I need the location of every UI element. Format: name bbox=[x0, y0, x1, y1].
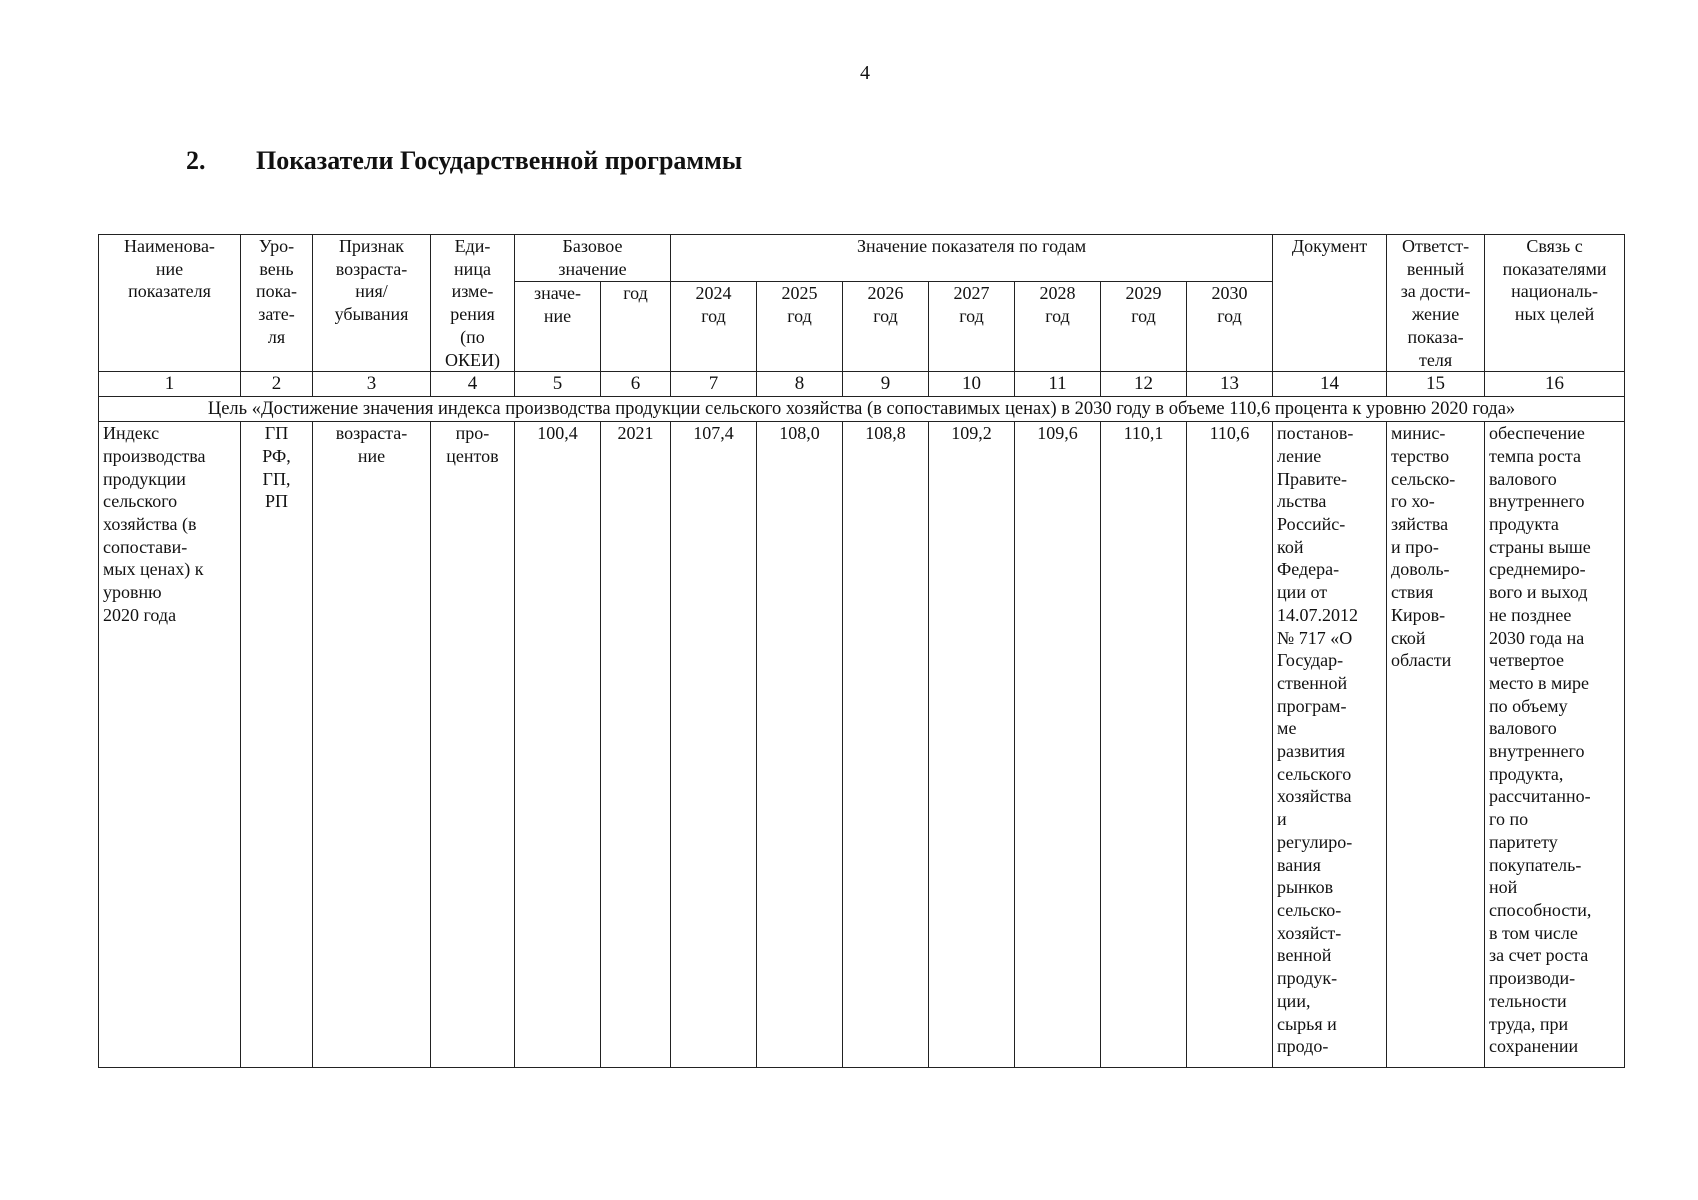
text-line: 2027 bbox=[953, 283, 990, 304]
text-line: сохранении bbox=[1489, 1036, 1579, 1057]
column-number: 11 bbox=[1015, 372, 1101, 397]
text-line: Федера- bbox=[1277, 559, 1340, 580]
cell-document bbox=[1273, 422, 1387, 1068]
text-line: четвертое bbox=[1489, 650, 1564, 671]
text-line: развития bbox=[1277, 741, 1346, 762]
text-line: возраста- bbox=[335, 258, 408, 279]
text-line: рассчитанно- bbox=[1489, 786, 1591, 807]
text-line: мых ценах) к bbox=[103, 559, 204, 580]
text-line: пока- bbox=[255, 281, 298, 302]
text-line: продо- bbox=[1277, 1036, 1329, 1057]
text-line: год bbox=[701, 306, 726, 327]
text-line: и про- bbox=[1391, 536, 1439, 557]
text-line: валового bbox=[1489, 468, 1557, 489]
text-line: венной bbox=[1277, 945, 1332, 966]
header-year bbox=[671, 282, 757, 372]
text-line: го по bbox=[1489, 809, 1529, 830]
text-line: РП bbox=[264, 491, 288, 512]
text-line: Государ- bbox=[1277, 650, 1344, 671]
header-year bbox=[1101, 282, 1187, 372]
text-line: показа- bbox=[1407, 326, 1464, 347]
indicators-table bbox=[98, 234, 1625, 1068]
text-line: Уро- bbox=[258, 236, 295, 256]
column-number: 9 bbox=[843, 372, 929, 397]
cell-value-2026: 108,8 bbox=[843, 422, 929, 1068]
cell-link bbox=[1485, 422, 1625, 1068]
text-line: ции, bbox=[1277, 990, 1311, 1011]
text-line: програм- bbox=[1277, 695, 1347, 716]
text-line: сельско- bbox=[1277, 899, 1342, 920]
header-level bbox=[241, 235, 313, 372]
text-line: продукта bbox=[1489, 514, 1559, 535]
text-line: Наименова- bbox=[124, 236, 215, 256]
text-line: националь- bbox=[1511, 281, 1598, 302]
column-number: 13 bbox=[1187, 372, 1273, 397]
text-line: труда, при bbox=[1489, 1013, 1569, 1034]
cell-trend bbox=[313, 422, 431, 1068]
text-line: (по bbox=[460, 326, 485, 347]
text-line: за дости- bbox=[1400, 281, 1471, 302]
text-line: показателями bbox=[1502, 258, 1607, 279]
text-line: вания bbox=[1277, 854, 1321, 875]
text-line: Российс- bbox=[1277, 514, 1346, 535]
header-base-year: год bbox=[601, 282, 671, 372]
text-line: способности, bbox=[1489, 899, 1592, 920]
text-line: значе- bbox=[533, 283, 582, 304]
column-number: 5 bbox=[515, 372, 601, 397]
cell-value-2024: 107,4 bbox=[671, 422, 757, 1068]
header-year bbox=[1015, 282, 1101, 372]
text-line: возраста- bbox=[335, 423, 408, 444]
text-line: ния/ bbox=[355, 281, 388, 302]
header-base-value bbox=[515, 282, 601, 372]
section-number: 2. bbox=[186, 146, 206, 175]
column-number: 1 bbox=[99, 372, 241, 397]
text-line: 2029 bbox=[1125, 283, 1162, 304]
text-line: ной bbox=[1489, 877, 1518, 898]
cell-unit bbox=[431, 422, 515, 1068]
text-line: место в мире bbox=[1489, 672, 1590, 693]
column-number: 7 bbox=[671, 372, 757, 397]
text-line: среднемиро- bbox=[1489, 559, 1586, 580]
cell-value-2030: 110,6 bbox=[1187, 422, 1273, 1068]
cell-base-year: 2021 bbox=[601, 422, 671, 1068]
header-base bbox=[515, 235, 671, 282]
text-line: продукции bbox=[103, 468, 186, 489]
column-number-row bbox=[99, 372, 1625, 397]
text-line: хозяйства bbox=[1277, 786, 1352, 807]
text-line: покупатель- bbox=[1489, 854, 1582, 875]
text-line: в том числе bbox=[1489, 922, 1578, 943]
header-responsible bbox=[1387, 235, 1485, 372]
text-line: сырья и bbox=[1277, 1013, 1337, 1034]
column-number: 12 bbox=[1101, 372, 1187, 397]
column-number: 3 bbox=[313, 372, 431, 397]
text-line: минис- bbox=[1391, 423, 1446, 444]
column-number: 2 bbox=[241, 372, 313, 397]
text-line: убывания bbox=[334, 304, 409, 325]
text-line: хозяйства (в bbox=[103, 514, 197, 535]
text-line: год bbox=[959, 306, 984, 327]
page-number: 4 bbox=[860, 62, 870, 84]
text-line: год bbox=[1045, 306, 1070, 327]
header-years-group: Значение показателя по годам bbox=[671, 235, 1273, 282]
text-line: продукта, bbox=[1489, 763, 1564, 784]
text-line: регулиро- bbox=[1277, 831, 1353, 852]
text-line: ница bbox=[454, 258, 491, 279]
text-line: по объему bbox=[1489, 695, 1568, 716]
text-line: № 717 «О bbox=[1277, 627, 1353, 648]
text-line: ля bbox=[267, 326, 286, 347]
column-number: 14 bbox=[1273, 372, 1387, 397]
text-line: доволь- bbox=[1391, 559, 1450, 580]
text-line: не позднее bbox=[1489, 604, 1572, 625]
text-line: 2020 года bbox=[103, 604, 177, 625]
text-line: ской bbox=[1391, 627, 1426, 648]
text-line: ление bbox=[1277, 445, 1322, 466]
cell-base-value: 100,4 bbox=[515, 422, 601, 1068]
text-line: го хо- bbox=[1391, 491, 1435, 512]
text-line: ние bbox=[357, 445, 386, 466]
text-line: ственной bbox=[1277, 672, 1348, 693]
text-line: области bbox=[1391, 650, 1452, 671]
text-line: год bbox=[1217, 306, 1242, 327]
text-line: Индекс bbox=[103, 423, 160, 444]
text-line: постанов- bbox=[1277, 423, 1354, 444]
text-line: 2025 bbox=[781, 283, 818, 304]
text-line: валового bbox=[1489, 718, 1557, 739]
text-line: Киров- bbox=[1391, 604, 1446, 625]
text-line: год bbox=[873, 306, 898, 327]
text-line: ние bbox=[543, 306, 572, 327]
header-year bbox=[929, 282, 1015, 372]
text-line: значение bbox=[558, 258, 627, 279]
text-line: ОКЕИ) bbox=[445, 349, 500, 370]
text-line: темпа роста bbox=[1489, 445, 1581, 466]
header-row-top bbox=[99, 235, 1625, 282]
column-number: 15 bbox=[1387, 372, 1485, 397]
text-line: зяйства bbox=[1391, 514, 1449, 535]
text-line: про- bbox=[455, 423, 490, 444]
text-line: 2030 bbox=[1211, 283, 1248, 304]
column-number: 10 bbox=[929, 372, 1015, 397]
text-line: венный bbox=[1406, 258, 1465, 279]
text-line: и bbox=[1277, 809, 1287, 830]
header-name bbox=[99, 235, 241, 372]
header-document: Документ bbox=[1273, 235, 1387, 372]
cell-value-2028: 109,6 bbox=[1015, 422, 1101, 1068]
goal-text: Цель «Достижение значения индекса производства продукции сельского хозяйства (в сопоставимых ценах) в 2030 году в объеме 110,6 процента к уровню 2020 года» bbox=[99, 397, 1625, 422]
text-line: изме- bbox=[451, 281, 494, 302]
column-number: 6 bbox=[601, 372, 671, 397]
header-link bbox=[1485, 235, 1625, 372]
text-line: ме bbox=[1277, 718, 1297, 739]
cell-value-2029: 110,1 bbox=[1101, 422, 1187, 1068]
text-line: сельского bbox=[103, 491, 178, 512]
text-line: Правите- bbox=[1277, 468, 1348, 489]
text-line: внутреннего bbox=[1489, 491, 1585, 512]
text-line: 2026 bbox=[867, 283, 904, 304]
text-line: ных целей bbox=[1514, 304, 1595, 325]
text-line: теля bbox=[1418, 349, 1453, 370]
text-line: рения bbox=[450, 304, 495, 325]
text-line: ГП, bbox=[262, 468, 291, 489]
text-line: за счет роста bbox=[1489, 945, 1589, 966]
header-year bbox=[843, 282, 929, 372]
text-line: 14.07.2012 bbox=[1277, 604, 1359, 625]
text-line: ГП bbox=[264, 423, 289, 444]
text-line: хозяйст- bbox=[1277, 922, 1342, 943]
text-line: 2024 bbox=[695, 283, 732, 304]
text-line: вень bbox=[259, 258, 294, 279]
section-heading bbox=[186, 146, 742, 176]
cell-name bbox=[99, 422, 241, 1068]
text-line: сельско- bbox=[1391, 468, 1456, 489]
text-line: ции от bbox=[1277, 582, 1328, 603]
header-year bbox=[1187, 282, 1273, 372]
text-line: зате- bbox=[258, 304, 295, 325]
text-line: Базовое bbox=[562, 236, 623, 256]
cell-value-2025: 108,0 bbox=[757, 422, 843, 1068]
text-line: рынков bbox=[1277, 877, 1334, 898]
text-line: показателя bbox=[128, 281, 211, 302]
text-line: РФ, bbox=[262, 445, 291, 466]
text-line: ствия bbox=[1391, 582, 1434, 603]
text-line: вого и выход bbox=[1489, 582, 1588, 603]
text-line: уровню bbox=[103, 582, 162, 603]
text-line: продук- bbox=[1277, 968, 1338, 989]
text-line: центов bbox=[446, 445, 499, 466]
header-trend bbox=[313, 235, 431, 372]
text-line: Признак bbox=[338, 236, 405, 256]
cell-level bbox=[241, 422, 313, 1068]
section-title: Показатели Государственной программы bbox=[256, 146, 743, 175]
text-line: год bbox=[1131, 306, 1156, 327]
text-line: обеспечение bbox=[1489, 423, 1585, 444]
text-line: сопостави- bbox=[103, 536, 188, 557]
text-line: Связь с bbox=[1526, 236, 1583, 256]
text-line: жение bbox=[1411, 304, 1460, 325]
text-line: льства bbox=[1277, 491, 1327, 512]
text-line: паритету bbox=[1489, 831, 1558, 852]
header-unit bbox=[431, 235, 515, 372]
text-line: ние bbox=[155, 258, 184, 279]
cell-responsible bbox=[1387, 422, 1485, 1068]
text-line: Ответст- bbox=[1401, 236, 1470, 256]
text-line: производства bbox=[103, 445, 206, 466]
column-number: 8 bbox=[757, 372, 843, 397]
text-line: страны выше bbox=[1489, 536, 1591, 557]
column-number: 16 bbox=[1485, 372, 1625, 397]
text-line: терство bbox=[1391, 445, 1450, 466]
indicator-row bbox=[99, 422, 1625, 1068]
text-line: внутреннего bbox=[1489, 741, 1585, 762]
text-line: производи- bbox=[1489, 968, 1576, 989]
column-number: 4 bbox=[431, 372, 515, 397]
text-line: тельности bbox=[1489, 990, 1567, 1011]
header-year bbox=[757, 282, 843, 372]
cell-value-2027: 109,2 bbox=[929, 422, 1015, 1068]
text-line: сельского bbox=[1277, 763, 1352, 784]
text-line: 2030 года на bbox=[1489, 627, 1585, 648]
goal-row bbox=[99, 397, 1625, 422]
text-line: год bbox=[787, 306, 812, 327]
text-line: 2028 bbox=[1039, 283, 1076, 304]
text-line: Еди- bbox=[454, 236, 491, 256]
text-line: кой bbox=[1277, 536, 1304, 557]
